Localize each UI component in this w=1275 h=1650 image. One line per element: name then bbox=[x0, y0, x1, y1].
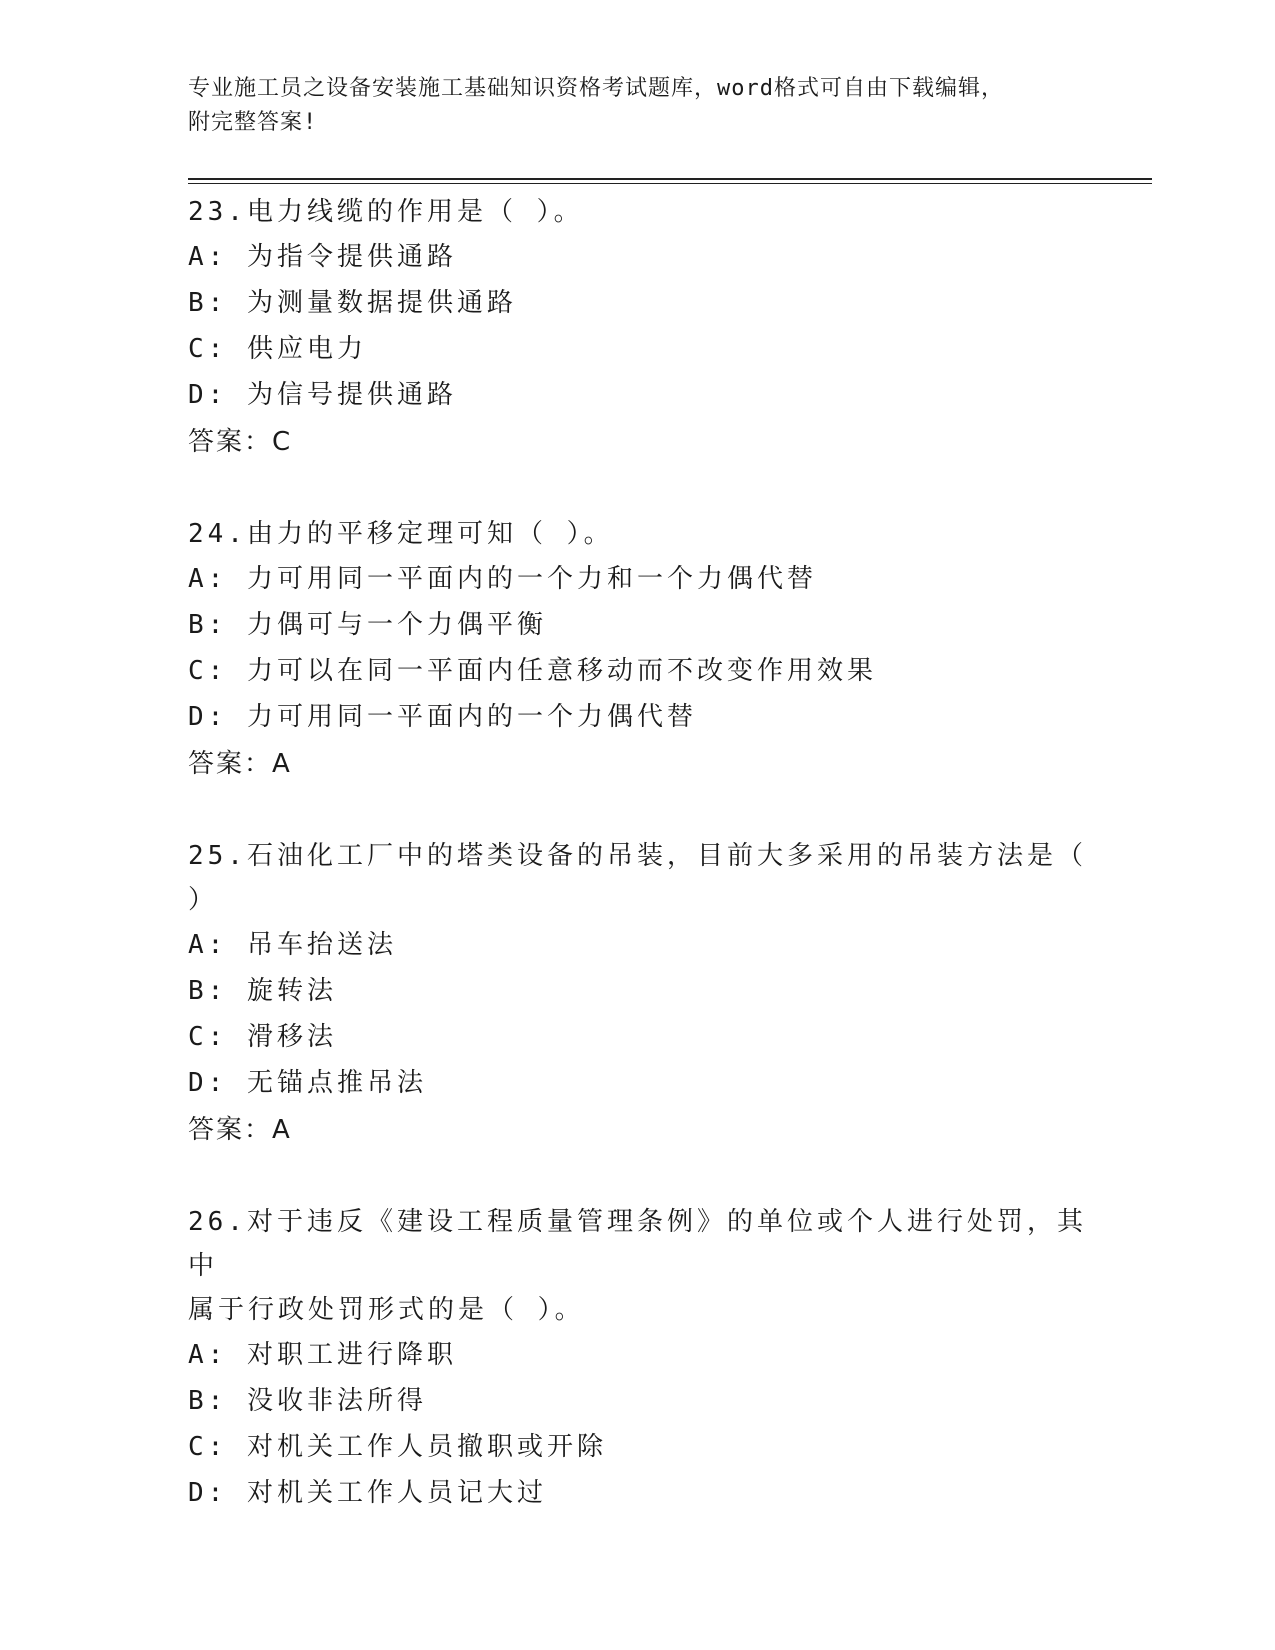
option-c: C: 力可以在同一平面内任意移动而不改变作用效果 bbox=[188, 656, 877, 686]
option-a: A: 为指令提供通路 bbox=[188, 242, 457, 272]
question-stem-line-1: 26.对于违反《建设工程质量管理条例》的单位或个人进行处罚，其中 bbox=[188, 1207, 1087, 1281]
header-line-1: 专业施工员之设备安装施工基础知识资格考试题库，word格式可自由下载编辑， bbox=[188, 76, 1004, 101]
answer-label: 答案：A bbox=[188, 749, 292, 779]
option-a: A: 对职工进行降职 bbox=[188, 1340, 457, 1370]
option-d: D: 对机关工作人员记大过 bbox=[188, 1478, 547, 1508]
option-d: D: 无锚点推吊法 bbox=[188, 1068, 427, 1098]
question-26 bbox=[188, 1200, 1088, 1516]
question-stem: 24.由力的平移定理可知（ ）。 bbox=[188, 519, 614, 549]
question-23 bbox=[188, 190, 1088, 466]
question-list bbox=[188, 190, 1088, 1562]
option-c: C: 对机关工作人员撤职或开除 bbox=[188, 1432, 607, 1462]
answer-label: 答案：C bbox=[188, 427, 293, 457]
question-25 bbox=[188, 834, 1088, 1154]
option-a: A: 吊车抬送法 bbox=[188, 930, 397, 960]
header-divider-thin bbox=[188, 183, 1152, 184]
option-b: B: 没收非法所得 bbox=[188, 1386, 427, 1416]
option-b: B: 为测量数据提供通路 bbox=[188, 288, 517, 318]
option-c: C: 供应电力 bbox=[188, 334, 367, 364]
header-divider-thick bbox=[188, 178, 1152, 180]
question-24 bbox=[188, 512, 1088, 788]
option-b: B: 旋转法 bbox=[188, 976, 337, 1006]
question-stem-line-1: 25.石油化工厂中的塔类设备的吊装，目前大多采用的吊装方法是（ bbox=[188, 841, 1087, 871]
option-d: D: 力可用同一平面内的一个力偶代替 bbox=[188, 702, 697, 732]
option-a: A: 力可用同一平面内的一个力和一个力偶代替 bbox=[188, 564, 817, 594]
header-line-2: 附完整答案! bbox=[188, 110, 318, 135]
question-stem: 23.电力线缆的作用是（ ）。 bbox=[188, 197, 584, 227]
answer-label: 答案：A bbox=[188, 1115, 292, 1145]
option-c: C: 滑移法 bbox=[188, 1022, 337, 1052]
question-stem-line-2: 属于行政处罚形式的是（ ）。 bbox=[188, 1295, 585, 1325]
option-b: B: 力偶可与一个力偶平衡 bbox=[188, 610, 547, 640]
document-header bbox=[188, 72, 1088, 140]
question-stem-line-2: ） bbox=[188, 885, 219, 915]
option-d: D: 为信号提供通路 bbox=[188, 380, 457, 410]
